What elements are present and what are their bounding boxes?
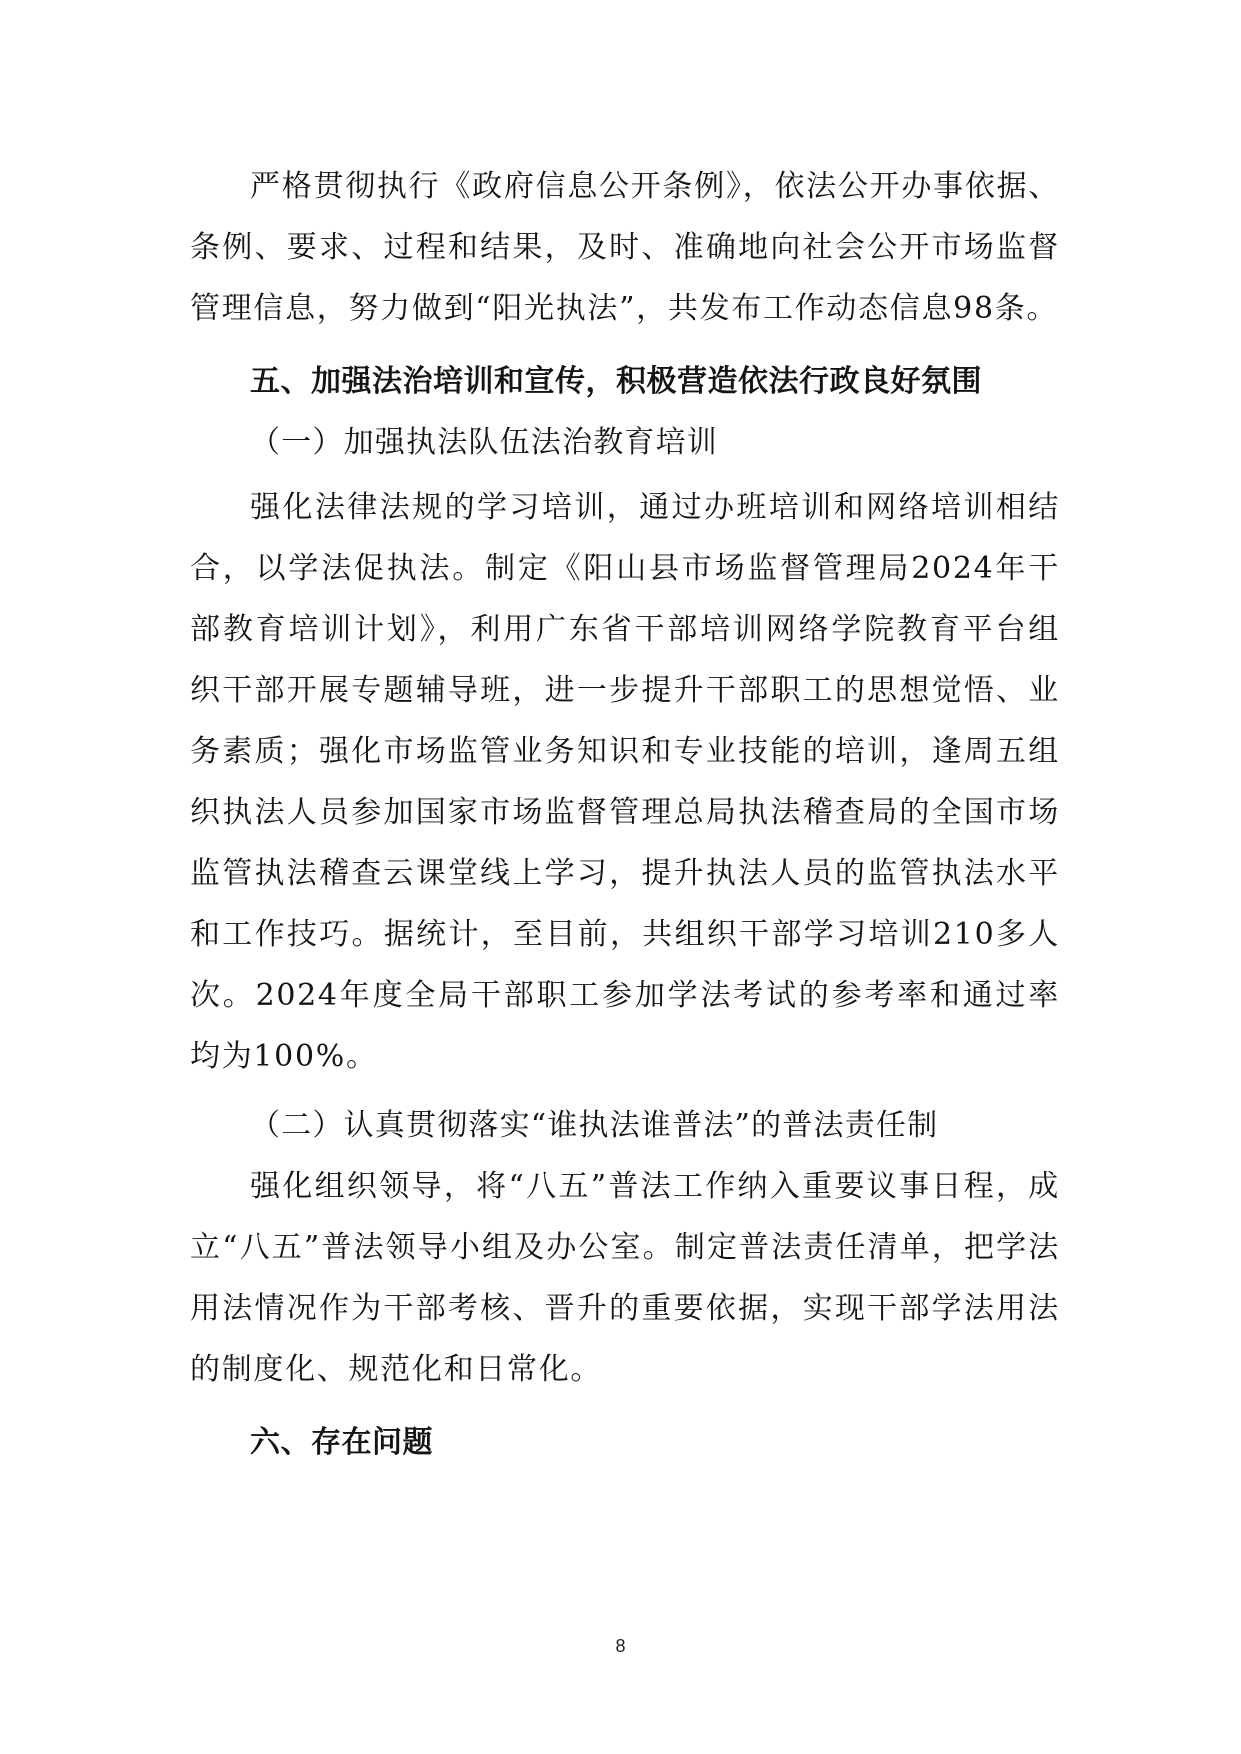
paragraph-training: 强化法律法规的学习培训，通过办班培训和网络培训相结合，以学法促执法。制定《阳山县市场监督管理局2024年干部教育培训计划》，利用广东省干部培训网络学院教育平台组织干部开展专题辅导班，进一步提升干部职工的思想觉悟、业务素质；强化市场监管业务知识和专业技能的培训，逢周五组织执法人员参加国家市场监督管理总局执法稽查局的全国市场监管执法稽查云课堂线上学习，提升执法人员的监管执法水平和工作技巧。据统计，至目前，共组织干部学习培训210多人次。2024年度全局干部职工参加学法考试的参考率和通过率均为100%。 — [190, 490, 1060, 1074]
paragraph-open-info: 严格贯彻执行《政府信息公开条例》，依法公开办事依据、条例、要求、过程和结果，及时、准确地向社会公开市场监督管理信息，努力做到“阳光执法”，共发布工作动态信息98条。 — [190, 169, 1060, 326]
paragraph-responsibility: 强化组织领导，将“八五”普法工作纳入重要议事日程，成立“八五”普法领导小组及办公室。制定普法责任清单，把学法用法情况作为干部考核、晋升的重要依据，实现干部学法用法的制度化、规范化和日常化。 — [190, 1169, 1060, 1387]
subsection-heading-two: （二）认真贯彻落实“谁执法谁普法”的普法责任制 — [250, 1108, 939, 1143]
page-number: 8 — [615, 1636, 626, 1656]
subsection-heading-one: （一）加强执法队伍法治教育培训 — [250, 425, 718, 460]
section-heading-six: 六、存在问题 — [250, 1425, 433, 1460]
document-body — [190, 156, 1060, 1473]
section-heading-five: 五、加强法治培训和宣传，积极营造依法行政良好氛围 — [250, 364, 982, 399]
